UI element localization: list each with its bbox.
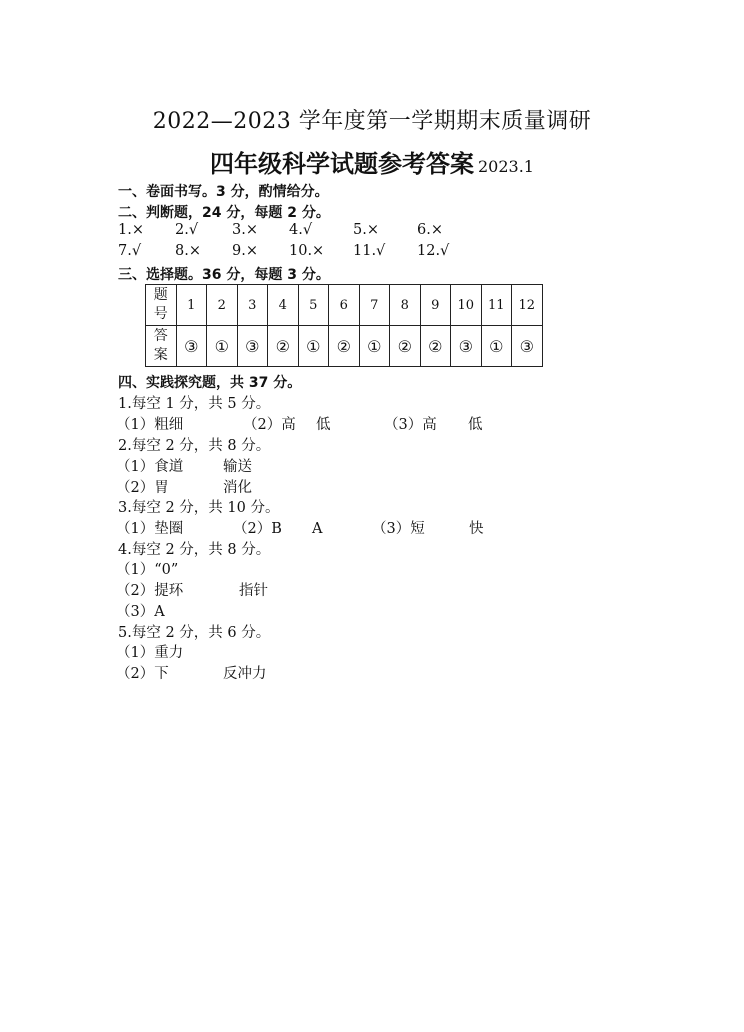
q2-heading: 2.每空 2 分，共 8 分。 (118, 438, 271, 454)
table-cell: ③ (451, 326, 482, 367)
judge-answer: 11.√ (353, 243, 386, 259)
section-2-heading: 二、判断题，24 分，每题 2 分。 (118, 205, 330, 221)
table-cell: ② (420, 326, 451, 367)
answer-text: （2）下 (116, 666, 169, 682)
judge-answer: 5.× (353, 222, 379, 238)
table-cell: 8 (390, 285, 421, 326)
judge-answer: 1.× (118, 222, 144, 238)
answer-text: 低 (316, 417, 331, 433)
answer-text: （2）提环 (116, 583, 184, 599)
table-cell: ③ (176, 326, 207, 367)
q4-answer-3: （3）A (116, 604, 165, 620)
table-cell: ① (359, 326, 390, 367)
document-title: 2022—2023 学年度第一学期期末质量调研 (152, 109, 592, 134)
q3-answers (116, 517, 484, 538)
answer-text: （1）食道 (116, 459, 184, 475)
q1-answers (116, 413, 483, 434)
judge-answer: 12.√ (417, 243, 450, 259)
answer-text: A (312, 521, 323, 537)
table-header-cell: 题 号 (146, 285, 177, 326)
answer-text: 快 (469, 521, 484, 537)
judge-answer: 9.× (232, 243, 258, 259)
answer-text: （1）粗细 (116, 417, 184, 433)
table-header-cell: 答 案 (146, 326, 177, 367)
answer-text: （2）B (233, 521, 282, 537)
table-cell: ① (207, 326, 238, 367)
answer-text: 消化 (223, 480, 252, 496)
table-cell: ③ (512, 326, 543, 367)
answer-table (145, 284, 543, 367)
answer-text: （2）高 (243, 417, 296, 433)
table-cell: 2 (207, 285, 238, 326)
section-1-heading: 一、卷面书写。3 分，酌情给分。 (118, 184, 329, 200)
judge-answer: 7.√ (118, 243, 142, 259)
document-date: 2023.1 (478, 157, 534, 176)
table-row (146, 285, 543, 326)
answer-text: 指针 (239, 583, 268, 599)
table-cell: ① (481, 326, 512, 367)
table-cell: ① (298, 326, 329, 367)
q1-heading: 1.每空 1 分，共 5 分。 (118, 396, 271, 412)
q5-answer-1: （1）重力 (116, 645, 184, 661)
table-cell: ③ (237, 326, 268, 367)
q4-answers-2 (116, 579, 268, 600)
judge-answer: 6.× (417, 222, 443, 238)
judge-answer: 8.× (175, 243, 201, 259)
answer-text: 反冲力 (223, 666, 267, 682)
table-cell: ② (390, 326, 421, 367)
answer-text: （3）高 (384, 417, 437, 433)
judge-answer: 4.√ (289, 222, 313, 238)
table-cell: 4 (268, 285, 299, 326)
judge-row-1 (118, 222, 443, 238)
q4-heading: 4.每空 2 分，共 8 分。 (118, 542, 271, 558)
section-3-heading: 三、选择题。36 分，每题 3 分。 (118, 267, 330, 283)
table-cell: ② (268, 326, 299, 367)
table-cell: 12 (512, 285, 543, 326)
section-4-heading: 四、实践探究题，共 37 分。 (118, 375, 302, 391)
document-subtitle-line (0, 144, 744, 179)
q5-heading: 5.每空 2 分，共 6 分。 (118, 625, 271, 641)
document-subtitle: 四年级科学试题参考答案 (210, 150, 474, 178)
answer-text: 输送 (223, 459, 252, 475)
answer-text: （2）胃 (116, 480, 169, 496)
answer-text: （1）垫圈 (116, 521, 184, 537)
table-cell: 5 (298, 285, 329, 326)
judge-answer: 3.× (232, 222, 258, 238)
q3-heading: 3.每空 2 分，共 10 分。 (118, 500, 280, 516)
q2-answers-1 (116, 455, 252, 476)
table-cell: 7 (359, 285, 390, 326)
table-row (146, 326, 543, 367)
q5-answers-2 (116, 662, 267, 683)
judge-answer: 10.× (289, 243, 325, 259)
table-cell: 1 (176, 285, 207, 326)
table-cell: 9 (420, 285, 451, 326)
judge-answer: 2.√ (175, 222, 199, 238)
table-cell: 11 (481, 285, 512, 326)
q2-answers-2 (116, 476, 252, 497)
table-cell: ② (329, 326, 360, 367)
judge-row-2 (118, 243, 449, 259)
table-cell: 6 (329, 285, 360, 326)
q4-answer-1: （1）“0” (116, 562, 179, 578)
answer-text: 低 (468, 417, 483, 433)
table-cell: 10 (451, 285, 482, 326)
table-cell: 3 (237, 285, 268, 326)
answer-text: （3）短 (372, 521, 425, 537)
